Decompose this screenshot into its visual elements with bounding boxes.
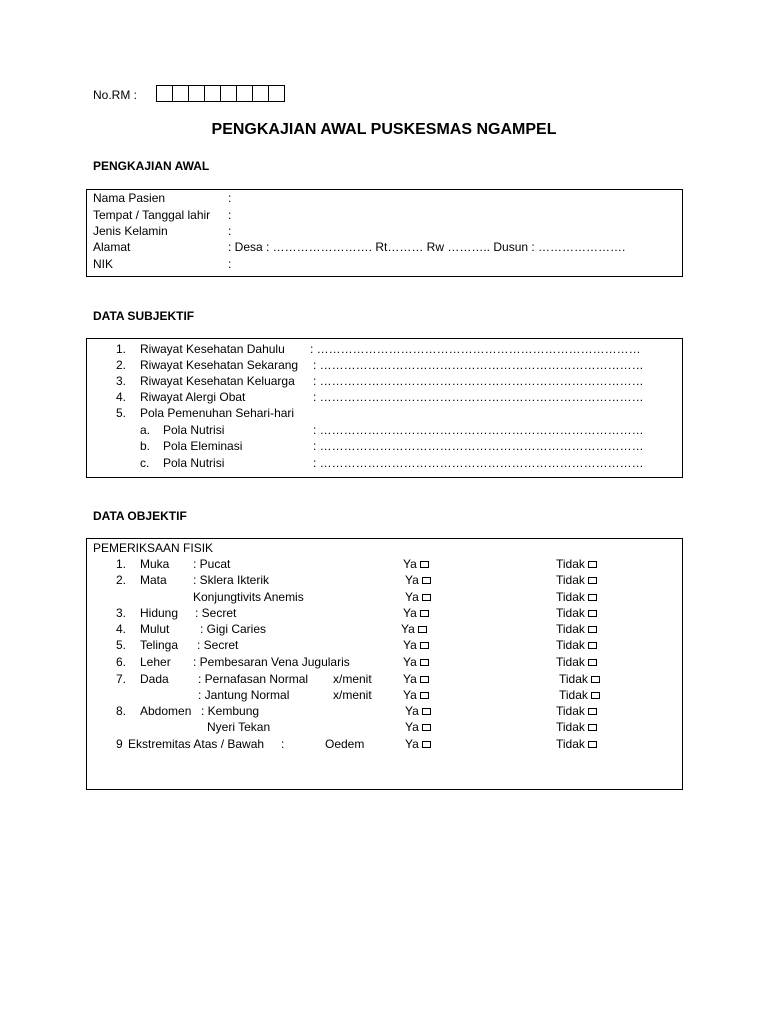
yes-option[interactable] — [403, 638, 429, 653]
no-label: Tidak — [559, 672, 588, 686]
list-item-value[interactable]: : ……………………………………………………………………… — [313, 374, 644, 388]
no-option[interactable] — [559, 672, 600, 687]
list-num: 1. — [116, 342, 127, 356]
sublist-label: Pola Nutrisi — [163, 423, 225, 437]
exam-finding: : — [281, 737, 285, 751]
no-label: Tidak — [556, 557, 585, 571]
yes-option[interactable] — [405, 573, 431, 588]
sublist-letter: a. — [140, 423, 151, 437]
no-label: Tidak — [556, 638, 585, 652]
field-label: NIK — [93, 257, 114, 271]
sublist-letter: b. — [140, 439, 151, 453]
field-value[interactable]: : — [228, 191, 232, 205]
yes-checkbox[interactable] — [422, 594, 431, 601]
list-item-label: Riwayat Alergi Obat — [140, 390, 246, 404]
yes-checkbox[interactable] — [422, 741, 431, 748]
yes-option[interactable] — [403, 672, 429, 687]
no-label: Tidak — [556, 622, 585, 636]
yes-option[interactable] — [405, 737, 431, 752]
yes-checkbox[interactable] — [420, 659, 429, 666]
no-checkbox[interactable] — [588, 741, 597, 748]
list-item-label: Riwayat Kesehatan Keluarga — [140, 374, 295, 388]
exam-finding: : Secret — [195, 606, 237, 620]
no-option[interactable] — [556, 737, 597, 752]
sublist-value[interactable]: : ……………………………………………………………………… — [313, 439, 644, 453]
yes-label: Ya — [403, 557, 417, 571]
exam-organ: Telinga — [140, 638, 179, 652]
exam-organ: Ekstremitas Atas / Bawah — [128, 737, 265, 751]
yes-checkbox[interactable] — [422, 708, 431, 715]
list-num: 2. — [116, 358, 127, 372]
field-label: Jenis Kelamin — [93, 224, 168, 238]
rm-digit-box[interactable] — [236, 85, 253, 102]
yes-checkbox[interactable] — [422, 724, 431, 731]
sublist-label: Pola Eleminasi — [163, 439, 243, 453]
exam-finding: Nyeri Tekan — [207, 720, 271, 734]
no-checkbox[interactable] — [588, 642, 597, 649]
exam-unit: Oedem — [325, 737, 365, 751]
sublist-value[interactable]: : ……………………………………………………………………… — [313, 456, 644, 470]
yes-checkbox[interactable] — [422, 577, 431, 584]
list-num: 3. — [116, 374, 127, 388]
field-label: Nama Pasien — [93, 191, 166, 205]
yes-checkbox[interactable] — [420, 610, 429, 617]
no-label: Tidak — [556, 606, 585, 620]
yes-option[interactable] — [401, 622, 427, 637]
yes-option[interactable] — [405, 590, 431, 605]
no-checkbox[interactable] — [588, 561, 597, 568]
no-option[interactable] — [556, 638, 597, 653]
yes-label: Ya — [403, 688, 417, 702]
rm-digit-box[interactable] — [172, 85, 189, 102]
no-label: Tidak — [556, 573, 585, 587]
exam-num: 2. — [116, 573, 127, 587]
exam-organ: Abdomen — [140, 704, 192, 718]
no-option[interactable] — [556, 655, 597, 670]
field-value[interactable]: : — [228, 257, 232, 271]
no-option[interactable] — [559, 688, 600, 703]
yes-label: Ya — [403, 655, 417, 669]
physical-exam-heading: PEMERIKSAAN FISIK — [93, 541, 214, 555]
sublist-label: Pola Nutrisi — [163, 456, 225, 470]
exam-num: 5. — [116, 638, 127, 652]
no-checkbox[interactable] — [588, 659, 597, 666]
no-checkbox[interactable] — [588, 626, 597, 633]
exam-organ: Mata — [140, 573, 167, 587]
list-item-label: Riwayat Kesehatan Dahulu — [140, 342, 285, 356]
objective-data-box — [86, 538, 683, 790]
field-value[interactable]: : — [228, 208, 232, 222]
yes-label: Ya — [401, 622, 415, 636]
yes-label: Ya — [405, 720, 419, 734]
no-checkbox[interactable] — [588, 724, 597, 731]
exam-unit: x/menit — [333, 672, 372, 686]
exam-finding: : Secret — [197, 638, 239, 652]
exam-num: 7. — [116, 672, 127, 686]
list-item-value[interactable]: : ……………………………………………………………………… — [313, 358, 644, 372]
yes-option[interactable] — [405, 704, 431, 719]
yes-label: Ya — [403, 672, 417, 686]
exam-finding: : Kembung — [201, 704, 260, 718]
list-item-label: Riwayat Kesehatan Sekarang — [140, 358, 299, 372]
list-item-value[interactable]: : ……………………………………………………………………… — [310, 342, 641, 356]
no-option[interactable] — [556, 557, 597, 572]
rm-digit-box[interactable] — [156, 85, 173, 102]
exam-organ: Leher — [140, 655, 171, 669]
exam-organ: Mulut — [140, 622, 170, 636]
rm-digit-box[interactable] — [268, 85, 285, 102]
field-value[interactable]: : Desa : ……………………. Rt……… Rw ……….. Dusun : …………………. — [228, 240, 626, 254]
rm-digit-box[interactable] — [188, 85, 205, 102]
exam-finding: Konjungtivits Anemis — [193, 590, 304, 604]
section-heading-objektif: DATA OBJEKTIF — [93, 509, 187, 523]
exam-num: 1. — [116, 557, 127, 571]
patient-identity-box — [86, 189, 683, 277]
exam-organ: Hidung — [140, 606, 179, 620]
no-label: Tidak — [559, 688, 588, 702]
rm-digit-box[interactable] — [204, 85, 221, 102]
exam-num: 4. — [116, 622, 127, 636]
yes-label: Ya — [405, 704, 419, 718]
section-heading-subjektif: DATA SUBJEKTIF — [93, 309, 195, 323]
no-label: Tidak — [556, 720, 585, 734]
no-option[interactable] — [556, 704, 597, 719]
no-checkbox[interactable] — [588, 610, 597, 617]
yes-checkbox[interactable] — [418, 626, 427, 633]
exam-finding: : Pembesaran Vena Jugularis — [193, 655, 350, 669]
list-item-label: Pola Pemenuhan Sehari-hari — [140, 406, 295, 420]
exam-organ: Dada — [140, 672, 169, 686]
sublist-letter: c. — [140, 456, 150, 470]
no-option[interactable] — [556, 720, 597, 735]
section-heading-pengkajian: PENGKAJIAN AWAL — [93, 159, 210, 173]
exam-num: 6. — [116, 655, 127, 669]
exam-finding: : Pernafasan Normal — [198, 672, 309, 686]
yes-option[interactable] — [405, 720, 431, 735]
rm-number-boxes[interactable] — [157, 85, 285, 102]
no-label: Tidak — [556, 704, 585, 718]
list-item-value[interactable]: : ……………………………………………………………………… — [313, 390, 644, 404]
yes-option[interactable] — [403, 606, 429, 621]
field-label: Tempat / Tanggal lahir — [93, 208, 211, 222]
no-checkbox[interactable] — [588, 594, 597, 601]
exam-finding: : Sklera Ikterik — [193, 573, 270, 587]
yes-checkbox[interactable] — [420, 676, 429, 683]
yes-checkbox[interactable] — [420, 561, 429, 568]
list-num: 4. — [116, 390, 127, 404]
yes-checkbox[interactable] — [420, 692, 429, 699]
rm-label: No.RM : — [93, 88, 138, 102]
page-title: PENGKAJIAN AWAL PUSKESMAS NGAMPEL — [211, 121, 557, 138]
rm-digit-box[interactable] — [252, 85, 269, 102]
yes-option[interactable] — [403, 688, 429, 703]
exam-organ: Muka — [140, 557, 170, 571]
no-checkbox[interactable] — [591, 692, 600, 699]
no-checkbox[interactable] — [588, 577, 597, 584]
no-option[interactable] — [556, 590, 597, 605]
exam-num: 3. — [116, 606, 127, 620]
no-label: Tidak — [556, 737, 585, 751]
yes-label: Ya — [403, 606, 417, 620]
no-option[interactable] — [556, 573, 597, 588]
no-option[interactable] — [556, 622, 597, 637]
yes-option[interactable] — [403, 655, 429, 670]
sublist-value[interactable]: : ……………………………………………………………………… — [313, 423, 644, 437]
no-checkbox[interactable] — [588, 708, 597, 715]
yes-label: Ya — [403, 638, 417, 652]
list-num: 5. — [116, 406, 127, 420]
field-value[interactable]: : — [228, 224, 232, 238]
yes-checkbox[interactable] — [420, 642, 429, 649]
yes-label: Ya — [405, 590, 419, 604]
rm-digit-box[interactable] — [220, 85, 237, 102]
field-label: Alamat — [93, 240, 131, 254]
no-label: Tidak — [556, 590, 585, 604]
exam-num: 9 — [116, 737, 123, 751]
exam-finding: : Jantung Normal — [198, 688, 290, 702]
yes-option[interactable] — [403, 557, 429, 572]
yes-label: Ya — [405, 573, 419, 587]
exam-unit: x/menit — [333, 688, 372, 702]
subjective-data-box — [86, 338, 683, 478]
yes-label: Ya — [405, 737, 419, 751]
exam-num: 8. — [116, 704, 127, 718]
exam-finding: : Gigi Caries — [200, 622, 267, 636]
no-checkbox[interactable] — [591, 676, 600, 683]
exam-finding: : Pucat — [193, 557, 231, 571]
no-label: Tidak — [556, 655, 585, 669]
no-option[interactable] — [556, 606, 597, 621]
